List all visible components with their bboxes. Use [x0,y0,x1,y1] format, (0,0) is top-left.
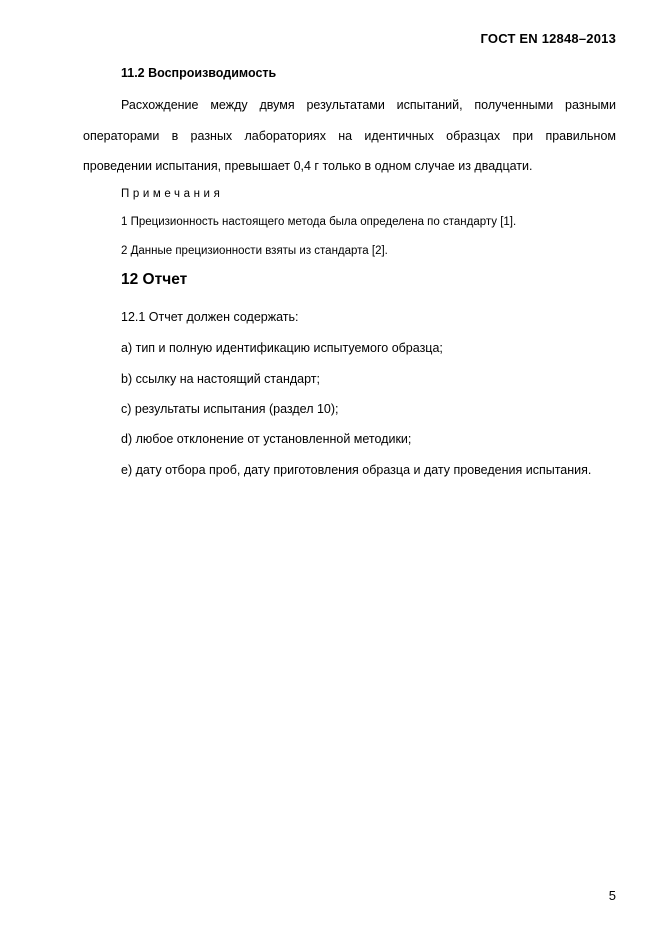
document-header: ГОСТ EN 12848–2013 [480,31,616,46]
report-item-c: c) результаты испытания (раздел 10); [121,402,339,416]
report-item-a: a) тип и полную идентификацию испытуемого образца; [121,341,443,355]
page-number: 5 [608,888,616,903]
report-item-b: b) ссылку на настоящий стандарт; [121,372,320,386]
section-12-title: 12 Отчет [121,271,188,288]
report-item-d: d) любое отклонение от установленной методики; [121,432,412,446]
report-item-e: e) дату отбора проб, дату приготовления образца и дату проведения испытания. [121,463,592,477]
notes-heading: Примечания [121,188,224,200]
section-11-2-title: 11.2 Воспроизводимость [121,66,277,80]
note-item: 2 Данные прецизионности взяты из стандарта [2]. [121,245,388,257]
section-12-intro: 12.1 Отчет должен содержать: [121,310,299,324]
note-item: 1 Прецизионность настоящего метода была определена по стандарту [1]. [121,216,517,228]
section-11-2-paragraph: Расхождение между двумя результатами испытаний, полученными разными операторами в разных лабораториях на идентичных образцах при правильном проведении испытания, превышает 0,4 г только в одном случае из двадцати. [83,98,616,173]
